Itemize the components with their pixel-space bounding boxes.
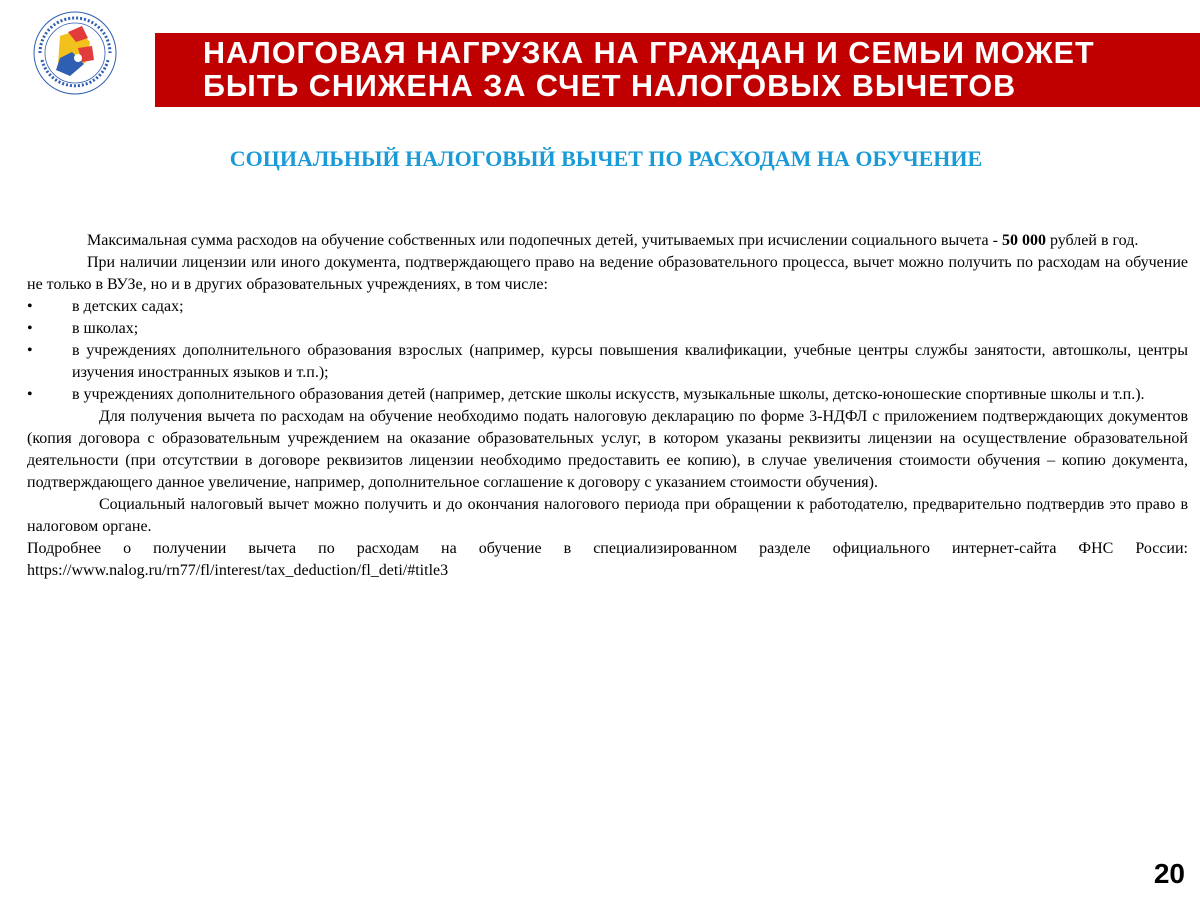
paragraph-license: При наличии лицензии или иного документа, подтверждающего право на ведение образовательного процесса, вычет можно получить по расходам на обучение не только в ВУЗе, но и в других образовательных учреждениях, в том числе:	[27, 254, 1188, 293]
list-item	[27, 318, 1188, 340]
paragraph-employer: Социальный налоговый вычет можно получить и до окончания налогового периода при обращении к работодателю, предварительно подтвердив это право в налоговом органе.	[27, 496, 1188, 535]
slide-title-line-1: НАЛОГОВАЯ НАГРУЗКА НА ГРАЖДАН И СЕМЬИ МОЖЕТ	[203, 36, 1095, 70]
list-item-text: в детских садах;	[72, 298, 184, 315]
bullet-icon: •	[27, 298, 33, 315]
list-item-text: в школах;	[72, 320, 139, 337]
paragraph-max-amount-tail: рублей в год.	[1045, 232, 1139, 249]
paragraph-more-info: Подробнее о получении вычета по расходам на обучение в специализированном разделе официального интернет-сайта ФНС России: https://www.nalog.ru/rn77/fl/interest/tax_deduction/fl_deti/#title3	[27, 540, 1188, 579]
bullet-icon: •	[27, 386, 33, 403]
list-item	[27, 384, 1188, 406]
slide-title	[203, 37, 1200, 103]
paragraph-declaration: Для получения вычета по расходам на обучение необходимо подать налоговую декларацию по форме 3-НДФЛ с приложением подтверждающих документов (копия договора с образовательным учреждением на оказание образовательных услуг, в котором указаны реквизиты лицензии на осуществление образовательной деятельности (при отсутствии в договоре реквизитов лицензии необходимо предоставить ее копию), в случае увеличения стоимости обучения – копию документа, подтверждающего данное увеличение, например, дополнительное соглашение к договору с указанием стоимости обучения).	[27, 408, 1188, 491]
paragraph-max-amount	[27, 230, 1188, 252]
bullet-icon: •	[27, 342, 33, 359]
max-amount-value: 50 000	[1001, 232, 1046, 249]
institution-list	[27, 296, 1188, 406]
title-bar	[155, 33, 1200, 107]
page-number: 20	[1153, 858, 1185, 889]
slide-subtitle: СОЦИАЛЬНЫЙ НАЛОГОВЫЙ ВЫЧЕТ ПО РАСХОДАМ НА ОБУЧЕНИЕ	[229, 146, 983, 171]
list-item-text: в учреждениях дополнительного образования детей (например, детские школы искусств, музыкальные школы, детско-юношеские спортивные школы и т.п.).	[72, 386, 1145, 403]
slide-content	[27, 230, 1188, 582]
list-item	[27, 296, 1188, 318]
list-item	[27, 340, 1188, 384]
ministry-logo	[20, 8, 130, 98]
list-item-text: в учреждениях дополнительного образования взрослых (например, курсы повышения квалификации, учебные центры службы занятости, автошколы, центры изучения иностранных языков и т.п.);	[72, 342, 1188, 381]
paragraph-max-amount-text: Максимальная сумма расходов на обучение собственных или подопечных детей, учитываемых при исчислении социального вычета -	[87, 232, 1002, 249]
ministry-emblem-icon	[20, 8, 130, 98]
slide-title-line-2: БЫТЬ СНИЖЕНА ЗА СЧЕТ НАЛОГОВЫХ ВЫЧЕТОВ	[203, 69, 1017, 103]
bullet-icon: •	[27, 320, 33, 337]
